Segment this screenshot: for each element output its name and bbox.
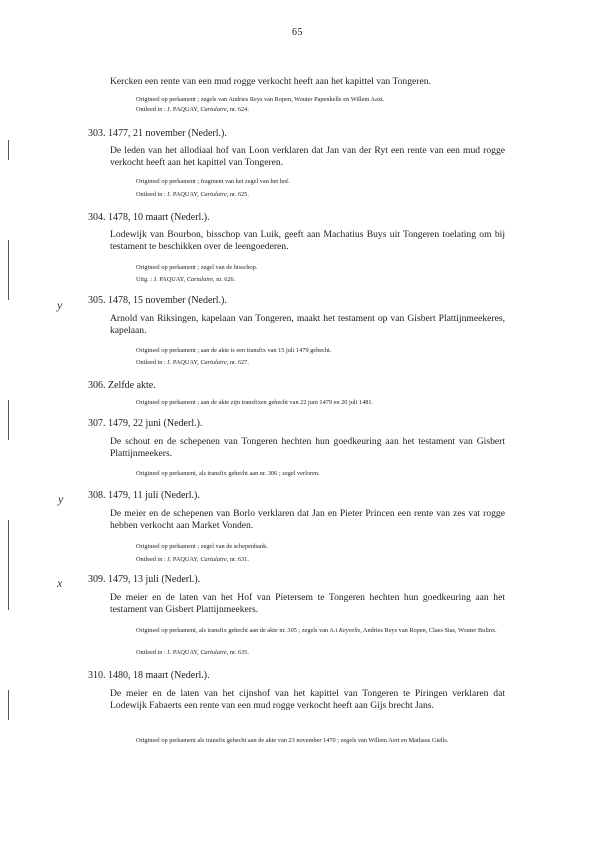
entry-note: Origineel op perkament, als transfix gehecht aan nr. 306 ; zegel verloren. — [136, 470, 320, 477]
entry-body: De meier en de laten van het Hof van Pietersem te Tongeren hechten hun goedkeuring aan het testament van Gisbert Plattijnmeekers. — [110, 592, 505, 616]
entry-heading: 303. 1477, 21 november (Nederl.). — [88, 128, 227, 139]
entry-note: Origineel op perkament ; zegel van de schepenbank. — [136, 543, 268, 550]
margin-check-mark: x — [57, 576, 63, 590]
entry-note: Origineel op perkament ; zegels van Andries Reys van Ropen, Wouter Papenkelle en Willem Aaxt. — [136, 96, 385, 103]
entry-note: Origineel op perkament ; zegel van de bisschop. — [136, 264, 258, 271]
margin-check-mark: y — [57, 298, 63, 312]
entry-body: Arnold van Riksingen, kapelaan van Tongeren, maakt het testament op van Gisbert Plattijnmeekeres, kapelaan. — [110, 313, 505, 337]
scan-edge-mark — [8, 520, 9, 610]
entry-note: Ontleed in : J. PAQUAY, Cartulaire, nr. 624. — [136, 106, 249, 113]
entry-body: Lodewijk van Bourbon, bisschop van Luik, geeft aan Machatius Buys uit Tongeren toelating om bij testament te beschikken over de leengoederen. — [110, 229, 505, 253]
entry-heading: 304. 1478, 10 maart (Nederl.). — [88, 212, 210, 223]
margin-check-mark: y — [58, 492, 64, 506]
entry-heading: 307. 1479, 22 juni (Nederl.). — [88, 418, 203, 429]
scan-edge-mark — [8, 400, 9, 440]
entry-note: Origineel op perkament als transfix gehecht aan de akte van 23 november 1470 ; zegels van Willem Aert en Mathaus Giells. — [136, 737, 449, 744]
entry-heading: 305. 1478, 15 november (Nederl.). — [88, 295, 227, 306]
entry-note: Ontleed in : J. PAQUAY, Cartulaire, nr. 631. — [136, 556, 249, 563]
entry-body: De meier en de schepenen van Borlo verklaren dat Jan en Pieter Princen een rente van zes vat rogge hebben verkocht aan Market Vonden. — [110, 508, 505, 532]
entry-note: Uitg. : J. PAQUAY, Cartulaire, nr. 626. — [136, 276, 236, 283]
entry-body: De leden van het allodiaal hof van Loon verklaren dat Jan van der Ryt een rente van een mud rogge verkocht heeft aan het kapittel van Tongeren. — [110, 145, 505, 169]
entry-note: Ontleed in : J. PAQUAY, Cartulaire, nr. 625. — [136, 191, 249, 198]
entry-note: Origineel op perkament ; fragment van het zegel van het hof. — [136, 178, 290, 185]
scan-edge-mark — [8, 690, 9, 720]
entry-heading: 310. 1480, 18 maart (Nederl.). — [88, 670, 210, 681]
page-number: 65 — [292, 27, 303, 38]
entry-note: Origineel op perkament ; aan de akte zijn transfixen gehecht van 22 juni 1479 en 20 juli 1481. — [136, 399, 374, 406]
entry-note: Ontleed in : J. PAQUAY, Cartulaire, nr. 627. — [136, 359, 249, 366]
scan-edge-mark — [8, 140, 9, 160]
entry-note: Ontleed in : J. PAQUAY, Cartulaire, nr. 635. — [136, 649, 249, 656]
scan-edge-mark — [8, 240, 9, 300]
entry-heading: 306. Zelfde akte. — [88, 380, 156, 391]
entry-note: Origineel op perkament, als transfix gehecht aan de akte nr. 305 ; zegels van A.t Keyvelts, Andries Reys van Ropen, Claes Stas, Wouter Bulinx. — [136, 627, 497, 634]
entry-heading: 308. 1479, 11 juli (Nederl.). — [88, 490, 200, 501]
entry-note: Origineel op perkament ; aan de akte is een transfix van 15 juli 1479 gehecht. — [136, 347, 332, 354]
entry-body: De schout en de schepenen van Tongeren hechten hun goedkeuring aan het testament van Gisbert Plattijnmeekers. — [110, 436, 505, 460]
entry-body: De meier en de laten van het cijnshof van het kapittel van Tongeren te Piringen verklaren dat Lodewijk Fabaerts een rente van een mud rogge verkocht heeft aan Gijs brecht Jans. — [110, 688, 505, 712]
entry-body: Kercken een rente van een mud rogge verkocht heeft aan het kapittel van Tongeren. — [110, 76, 431, 87]
entry-heading: 309. 1479, 13 juli (Nederl.). — [88, 574, 201, 585]
